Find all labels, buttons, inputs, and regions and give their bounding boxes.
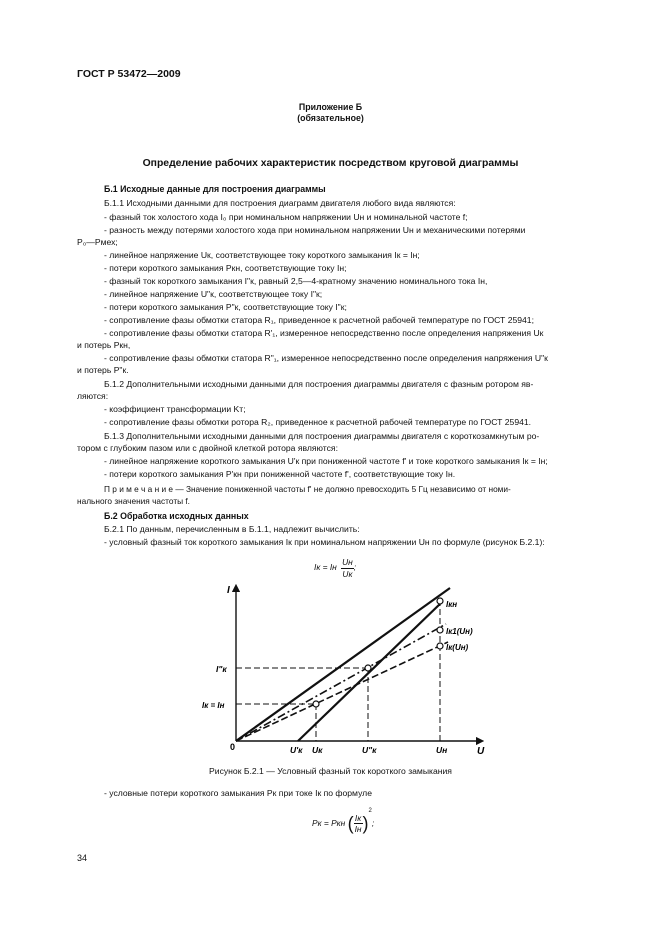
list-item: и потерь Pкн, (77, 340, 131, 350)
point-ik1 (437, 627, 443, 633)
formula-end: ; (353, 562, 357, 573)
list-item: - разность между потерями холостого хода при номинальном напряжении Uн и механическими потерями (104, 225, 526, 235)
list-item: - линейное напряжение Uк, соответствующее току короткого замыкания Iк = Iн; (104, 250, 420, 260)
list-item: - сопротивление фазы обмотки статора R"₁, измеренное непосредственно после определения напряжения U"к (104, 353, 548, 363)
list-item: - условные потери короткого замыкания Pк при токе Iк по формуле (104, 788, 372, 798)
note-cont: нального значения частоты f. (77, 496, 190, 506)
appendix-status: (обязательное) (297, 113, 364, 123)
line-ik1-un (236, 624, 446, 741)
b1-heading: Б.1 Исходные данные для построения диаграммы (104, 184, 326, 194)
x-tick-label: Uн (436, 745, 448, 755)
formula-numerator: Uн (342, 557, 353, 567)
list-item: - линейное напряжение U"к, соответствующее току I"к; (104, 289, 323, 299)
curve-label: Iк1(Uн) (446, 627, 473, 636)
appendix-title: Приложение Б (298, 102, 363, 112)
section-title: Определение рабочих характеристик посредством круговой диаграммы (142, 158, 519, 169)
list-item: - фазный ток холостого хода I₀ при номинальном напряжении Uн и номинальной частоте f; (104, 212, 468, 222)
curve-label: Iкн (446, 600, 458, 609)
list-item: - линейное напряжение короткого замыкания U'к при пониженной частоте f' и токе короткого замыкания Iк = Iн; (104, 456, 548, 466)
formula-lhs: Pк = Pкн (312, 818, 346, 828)
list-item: - потери короткого замыкания P"к, соответствующие току I"к; (104, 302, 347, 312)
axis-x-label: U (477, 746, 485, 757)
list-item: - условный фазный ток короткого замыкания Iк при номинальном напряжении Uн по формуле (рисунок Б.2.1): (104, 537, 545, 547)
point-ik (313, 701, 319, 707)
formula-lhs: Iк = Iн (314, 562, 337, 573)
figure-b2-1 (200, 582, 490, 760)
note: П р и м е ч а н и е — Значение пониженной частоты f' не должно превосходить 5 Гц независимо от номи- (104, 484, 511, 494)
origin-label: 0 (230, 742, 236, 752)
x-tick-label: U'к (290, 745, 303, 755)
b2-1-paragraph: Б.2.1 По данным, перечисленным в Б.1.1, надлежит вычислить: (104, 524, 360, 534)
list-item: - сопротивление фазы обмотки ротора R₂, приведенное к расчетной рабочей температуре по ГОСТ 25941. (104, 417, 532, 427)
axis-y-label: I (227, 585, 230, 596)
b2-heading: Б.2 Обработка исходных данных (104, 511, 249, 521)
y-tick-label: I"к (216, 664, 227, 674)
line-ikn (236, 588, 450, 741)
line-ik-un (236, 642, 448, 741)
document-header: ГОСТ Р 53472—2009 (77, 68, 181, 80)
figure-caption: Рисунок Б.2.1 — Условный фазный ток короткого замыкания (209, 766, 452, 776)
list-item: - сопротивление фазы обмотки статора R'₁, измеренное непосредственно после определения напряжения Uк (104, 328, 544, 338)
list-item: - потери короткого замыкания P'кн при пониженной частоте f', соответствующие току Iн. (104, 469, 456, 479)
curve-label: Iк(Uн) (446, 643, 469, 652)
b1-3-paragraph-cont: тором с глубоким пазом или с двойной клеткой ротора являются: (77, 443, 338, 453)
formula-exponent: 2 (368, 808, 372, 814)
x-tick-label: Uк (312, 745, 323, 755)
list-item: - коэффициент трансформации Kт; (104, 404, 246, 414)
x-tick-label: U"к (362, 745, 377, 755)
formula-denominator: Iн (354, 824, 362, 835)
formula-end: ; (371, 818, 375, 828)
list-item: - потери короткого замыкания Pкн, соответствующие току Iн; (104, 263, 347, 273)
point-ikn (437, 598, 443, 604)
list-item: и потерь P"к. (77, 365, 129, 375)
page-number: 34 (77, 853, 88, 863)
line-steep (298, 602, 442, 741)
formula-numerator: Iк (354, 812, 362, 823)
y-tick-label: Iк = Iн (202, 701, 225, 710)
list-item: - фазный ток короткого замыкания I"к, равный 2,5—4-кратному значению номинального тока Iн, (104, 276, 488, 286)
formula-pk: Pк = Pкн ( Iк Iн )$^2$; (312, 808, 375, 835)
formula-ik (314, 557, 356, 579)
b1-2-paragraph: Б.1.2 Дополнительными исходными данными для построения диаграммы двигателя с фазным ротором яв- (104, 379, 534, 389)
b1-1-paragraph: Б.1.1 Исходными данными для построения диаграмм двигателя любого вида являются: (104, 198, 456, 208)
b1-2-paragraph-cont: ляются: (77, 391, 109, 401)
list-item: P₀—Pмех; (77, 237, 118, 247)
list-item: - сопротивление фазы обмотки статора R₁, приведенное к расчетной рабочей температуре по ГОСТ 25941; (104, 315, 534, 325)
formula-denominator: Uк (342, 568, 353, 579)
b1-3-paragraph: Б.1.3 Дополнительными исходными данными для построения диаграммы двигателя с короткозамкнутым ро- (104, 431, 540, 441)
point-ik2 (365, 665, 371, 671)
point-ik-un (437, 643, 443, 649)
